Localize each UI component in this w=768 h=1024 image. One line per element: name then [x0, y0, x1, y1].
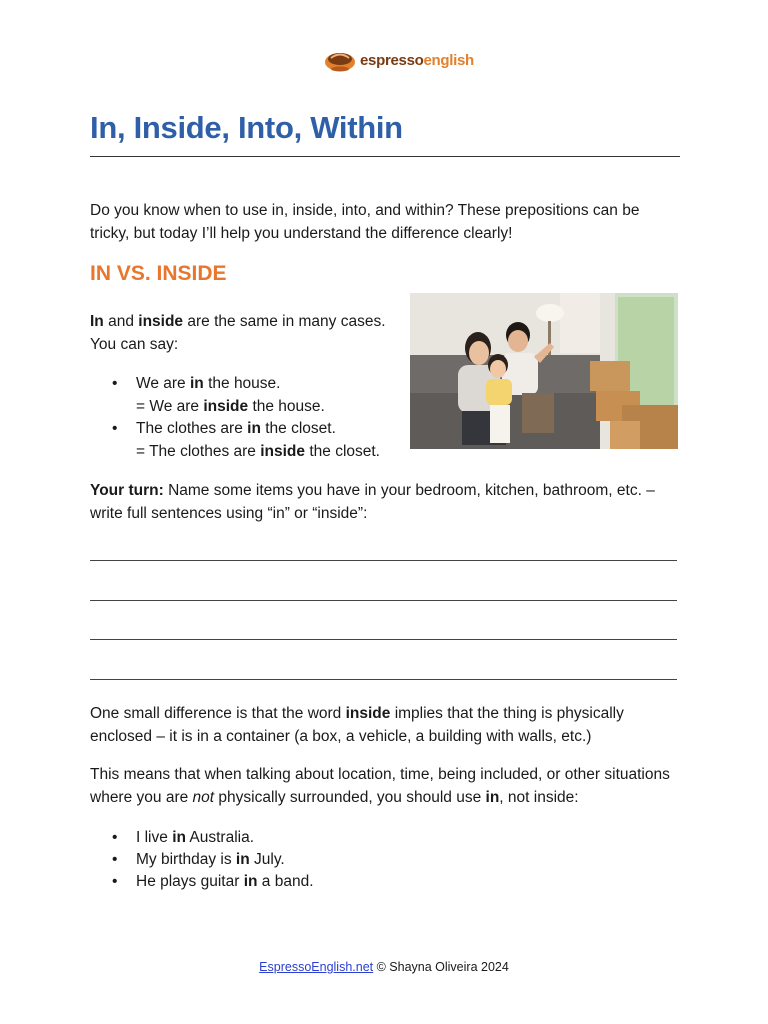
answer-line-4[interactable] [90, 679, 677, 680]
use-in-paragraph: This means that when talking about location, time, being included, or other situations where you are not physically surrounded, you should use in, not inside: [90, 766, 670, 806]
example-list [90, 373, 400, 463]
your-turn-prompt: Your turn: Name some items you have in your bedroom, kitchen, bathroom, etc. – write full sentences using “in” or “inside”: [90, 482, 655, 522]
copyright-text: © Shayna Oliveira 2024 [373, 960, 509, 974]
espressoenglish-link[interactable]: EspressoEnglish.net [259, 960, 374, 974]
answer-line-2[interactable] [90, 600, 677, 601]
section-heading-in-vs-inside: IN VS. INSIDE [90, 262, 227, 285]
list-item: • My birthday is in July. [90, 849, 680, 871]
espresso-english-logo [323, 44, 474, 76]
same-meaning-paragraph: In and inside are the same in many cases. You can say: [90, 313, 386, 353]
page-title: In, Inside, Into, Within [90, 110, 403, 145]
list-item-equivalent: = We are inside the house. [136, 397, 325, 415]
in-examples-list [90, 827, 680, 893]
inside-difference-paragraph: One small difference is that the word inside implies that the thing is physically enclosed – it is in a container (a box, a vehicle, a building with walls, etc.) [90, 705, 624, 745]
answer-line-3[interactable] [90, 639, 677, 640]
family-moving-photo [410, 293, 678, 449]
list-item: • We are in the house. [90, 373, 400, 396]
list-item-equivalent: = The clothes are inside the closet. [136, 442, 380, 460]
title-divider [90, 156, 680, 157]
logo-wordmark: espressoenglish [360, 51, 474, 69]
answer-line-1[interactable] [90, 560, 677, 561]
coffee-cup-icon [323, 47, 357, 73]
in-inside-explanation [90, 311, 400, 463]
list-item: • The clothes are in the closet. [90, 418, 400, 441]
list-item: • I live in Australia. [90, 827, 680, 849]
list-item: • He plays guitar in a band. [90, 871, 680, 893]
page-footer [0, 960, 768, 974]
intro-paragraph: Do you know when to use in, inside, into, and within? These prepositions can be tricky, but today I’ll help you understand the difference clearly! [90, 202, 640, 242]
